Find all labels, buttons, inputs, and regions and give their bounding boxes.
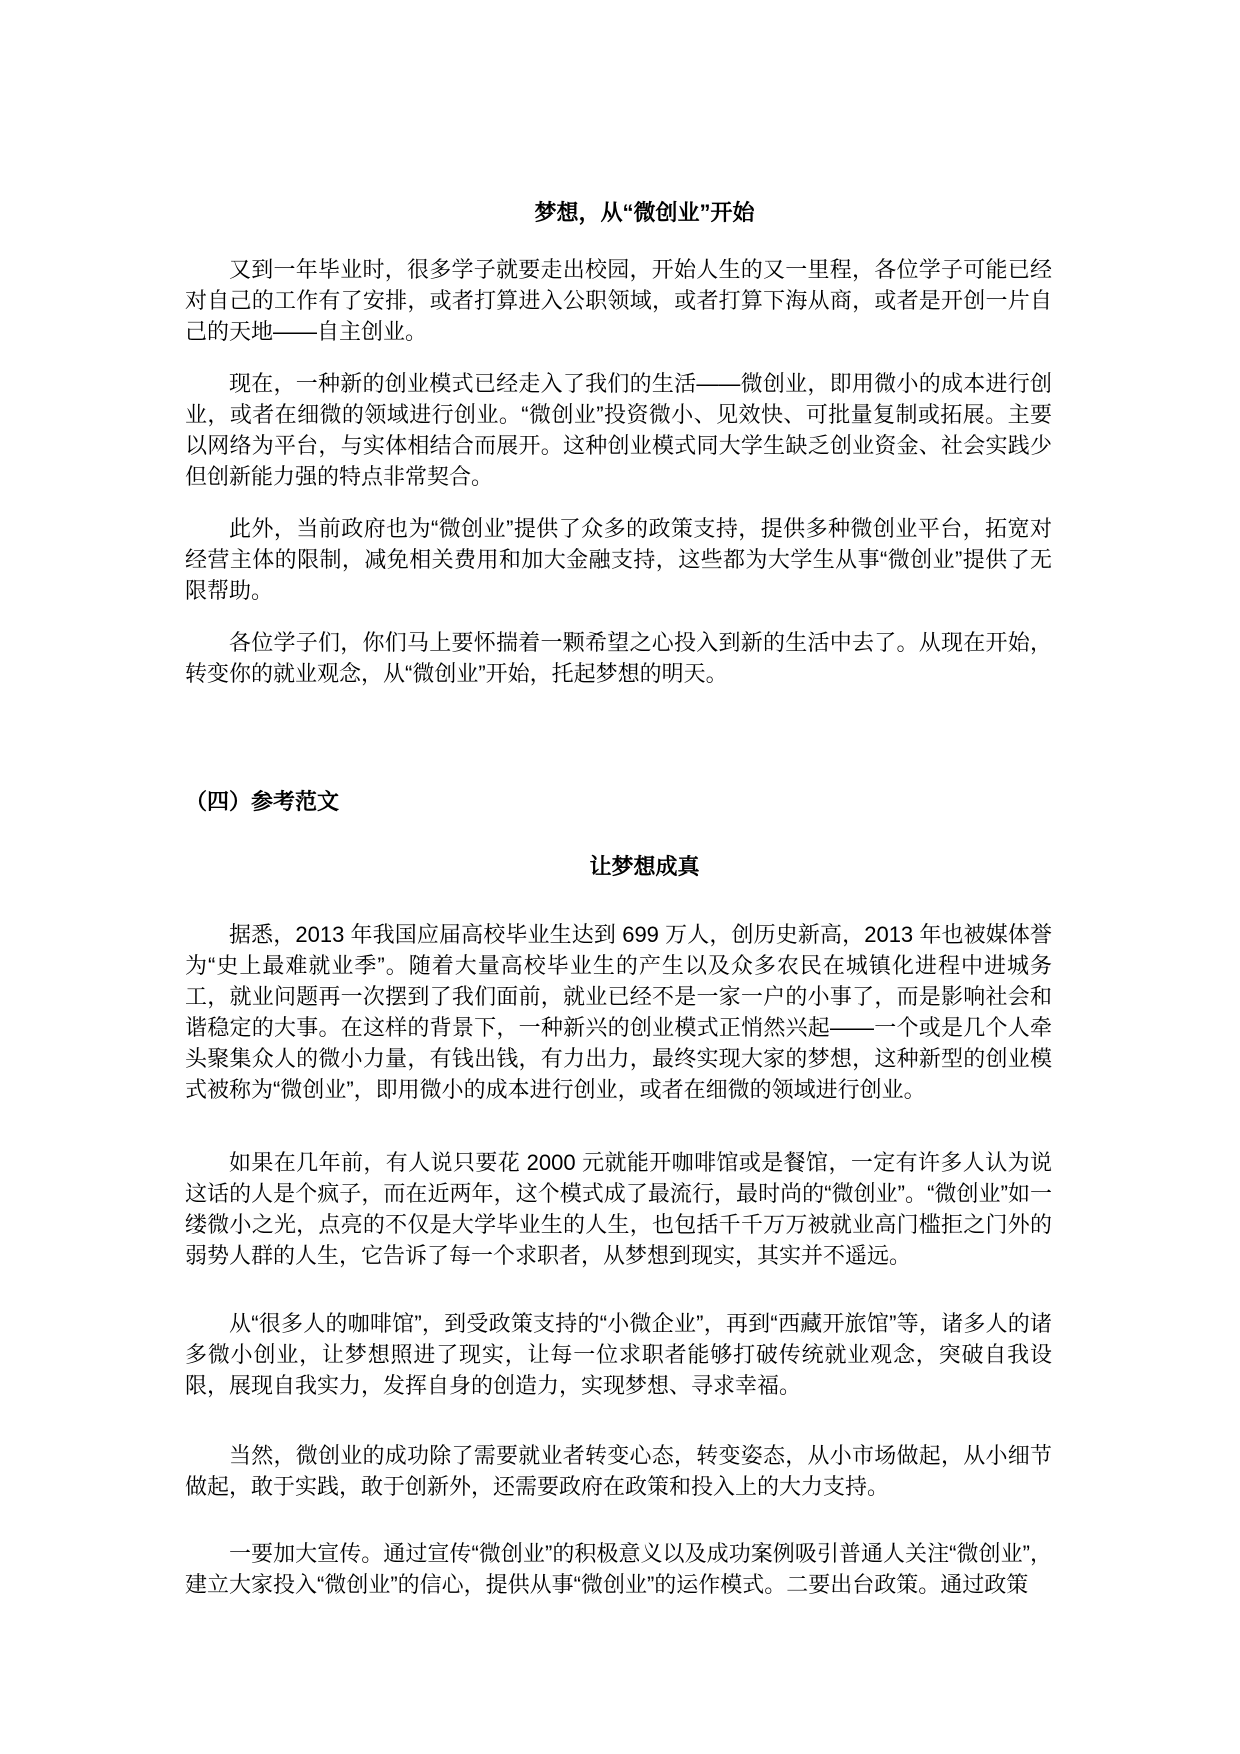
paragraph: 从“很多人的咖啡馆”，到受政策支持的“小微企业”，再到“西藏开旅馆”等，诸多人的诸多微小创业，让梦想照进了现实，让每一位求职者能够打破传统就业观念，突破自我设限，展现自我实力，发挥自身的创造力，实现梦想、寻求幸福。 <box>185 1311 1052 1398</box>
essay-title-first: 梦想，从“微创业”开始 <box>534 200 755 225</box>
section-heading: （四）参考范文 <box>185 789 340 814</box>
paragraph: 当然，微创业的成功除了需要就业者转变心态，转变姿态，从小市场做起，从小细节做起，敢于实践，敢于创新外，还需要政府在政策和投入上的大力支持。 <box>185 1443 1052 1499</box>
paragraph: 各位学子们，你们马上要怀揣着一颗希望之心投入到新的生活中去了。从现在开始，转变你的就业观念，从“微创业”开始，托起梦想的明天。 <box>185 630 1052 686</box>
paragraph: 又到一年毕业时，很多学子就要走出校园，开始人生的又一里程，各位学子可能已经对自己的工作有了安排，或者打算进入公职领域，或者打算下海从商，或者是开创一片自己的天地——自主创业。 <box>185 257 1052 344</box>
paragraph: 如果在几年前，有人说只要花 2000 元就能开咖啡馆或是餐馆，一定有许多人认为说这话的人是个疯子，而在近两年，这个模式成了最流行，最时尚的“微创业”。“微创业”如一缕微小之光，点亮的不仅是大学毕业生的人生，也包括千千万万被就业高门槛拒之门外的弱势人群的人生，它告诉了每一个求职者，从梦想到现实，其实并不遥远。 <box>185 1150 1052 1268</box>
paragraph: 此外，当前政府也为“微创业”提供了众多的政策支持，提供多种微创业平台，拓宽对经营主体的限制，减免相关费用和加大金融支持，这些都为大学生从事“微创业”提供了无限帮助。 <box>185 516 1052 603</box>
paragraph: 一要加大宣传。通过宣传“微创业”的积极意义以及成功案例吸引普通人关注“微创业”，建立大家投入“微创业”的信心，提供从事“微创业”的运作模式。二要出台政策。通过政策 <box>185 1541 1052 1597</box>
paragraph: 据悉，2013 年我国应届高校毕业生达到 699 万人，创历史新高，2013 年也被媒体誉为“史上最难就业季”。随着大量高校毕业生的产生以及众多农民在城镇化进程中进城务工，就业问题再一次摆到了我们面前，就业已经不是一家一户的小事了，而是影响社会和谐稳定的大事。在这样的背景下，一种新兴的创业模式正悄然兴起——一个或是几个人牵头聚集众人的微小力量，有钱出钱，有力出力，最终实现大家的梦想，这种新型的创业模式被称为“微创业”，即用微小的成本进行创业，或者在细微的领域进行创业。 <box>185 922 1052 1102</box>
paragraph: 现在，一种新的创业模式已经走入了我们的生活——微创业，即用微小的成本进行创业，或者在细微的领域进行创业。“微创业”投资微小、见效快、可批量复制或拓展。主要以网络为平台，与实体相结合而展开。这种创业模式同大学生缺乏创业资金、社会实践少但创新能力强的特点非常契合。 <box>185 371 1052 489</box>
essay-title-second: 让梦想成真 <box>589 854 700 879</box>
